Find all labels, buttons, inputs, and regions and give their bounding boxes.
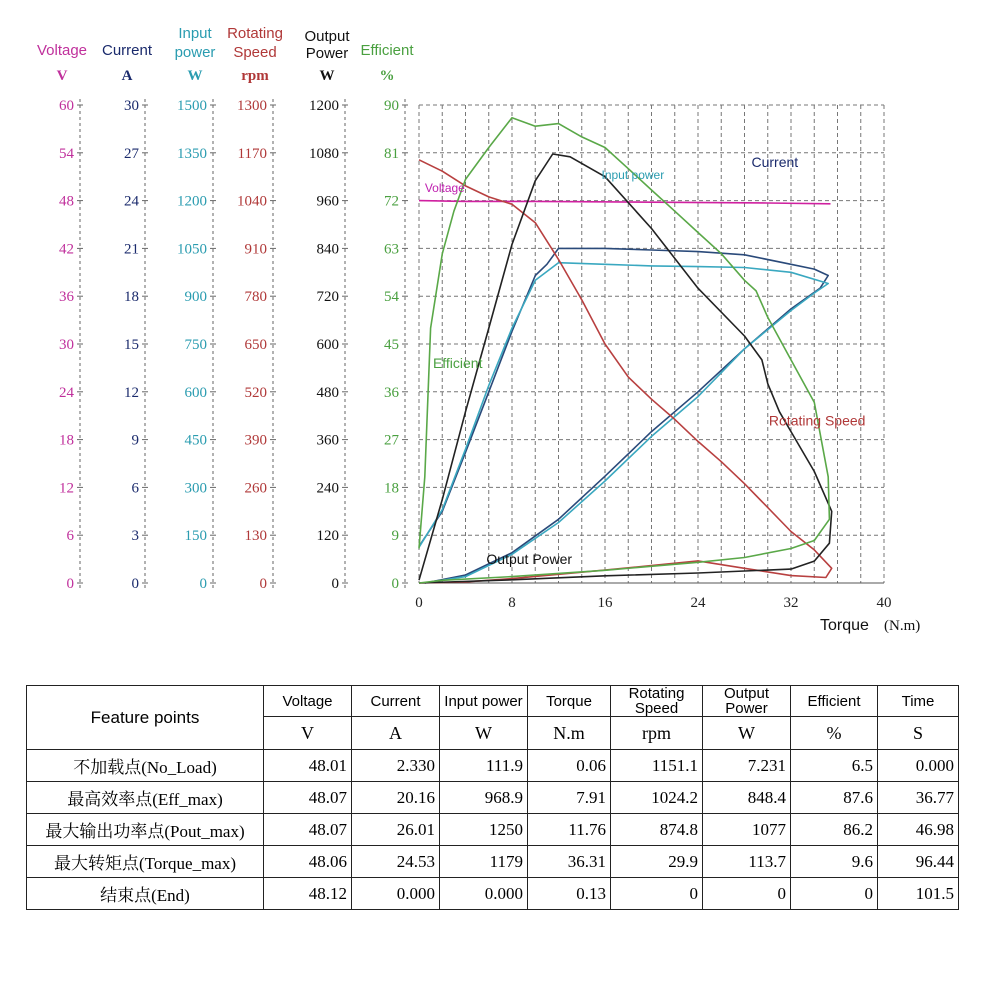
unit-output-power: W xyxy=(703,717,791,750)
cell-current: 26.01 xyxy=(352,814,440,846)
y-tick-label: 3 xyxy=(131,528,139,545)
y-axis-name: Speed xyxy=(233,44,277,61)
y-axis-unit: W xyxy=(319,68,335,84)
y-axis-name: Output xyxy=(304,28,350,45)
cell-output-power: 1077 xyxy=(703,814,791,846)
cell-time: 101.5 xyxy=(878,878,959,910)
y-tick-label: 18 xyxy=(59,432,74,449)
annotation-output-power: Output Power xyxy=(486,550,573,567)
cell-torque: 0.06 xyxy=(528,750,611,782)
table-title: Feature points xyxy=(27,686,264,750)
unit-time: S xyxy=(878,717,959,750)
header-current: Current xyxy=(352,686,440,717)
y-tick-label: 300 xyxy=(184,480,207,497)
cell-torque: 7.91 xyxy=(528,782,611,814)
y-axis-name: Input xyxy=(178,25,212,42)
header-rotating-speed: Rotating Speed xyxy=(611,686,703,717)
y-tick-label: 18 xyxy=(124,289,139,306)
series-line-current xyxy=(419,248,828,583)
cell-time: 96.44 xyxy=(878,846,959,878)
header-torque: Torque xyxy=(528,686,611,717)
y-tick-label: 24 xyxy=(59,384,74,401)
cell-efficient: 87.6 xyxy=(791,782,878,814)
y-tick-label: 24 xyxy=(124,193,139,210)
y-axis-name: Efficient xyxy=(360,42,414,59)
y-tick-label: 600 xyxy=(184,384,207,401)
y-tick-label: 54 xyxy=(384,289,399,306)
y-tick-label: 0 xyxy=(391,576,399,592)
header-input-power: Input power xyxy=(440,686,528,717)
y-tick-label: 1080 xyxy=(309,145,339,162)
unit-rotating-speed: rpm xyxy=(611,717,703,750)
cell-time: 0.000 xyxy=(878,750,959,782)
y-tick-label: 480 xyxy=(316,384,339,401)
y-tick-label: 0 xyxy=(259,576,267,592)
y-axis-name: power xyxy=(174,44,216,61)
y-tick-label: 60 xyxy=(59,98,74,114)
x-tick-label: 32 xyxy=(783,595,799,611)
annotation-voltage: Voltage xyxy=(424,180,465,195)
cell-torque: 36.31 xyxy=(528,846,611,878)
y-axis-name: Rotating xyxy=(227,25,283,42)
header-output-power: Output Power xyxy=(703,686,791,717)
y-tick-label: 240 xyxy=(316,480,339,497)
table-row xyxy=(27,878,959,910)
y-tick-label: 9 xyxy=(131,432,139,449)
y-tick-label: 6 xyxy=(66,528,74,545)
annotation-current: Current xyxy=(751,154,799,171)
cell-voltage: 48.06 xyxy=(264,846,352,878)
row-label: 最大输出功率点(Pout_max) xyxy=(27,814,264,846)
y-tick-label: 36 xyxy=(59,289,74,306)
cell-rotating-speed: 1024.2 xyxy=(611,782,703,814)
y-tick-label: 12 xyxy=(59,480,74,497)
y-tick-label: 120 xyxy=(316,528,339,545)
y-tick-label: 27 xyxy=(124,145,139,162)
y-tick-label: 42 xyxy=(59,241,74,258)
cell-current: 20.16 xyxy=(352,782,440,814)
y-tick-label: 1300 xyxy=(237,98,267,114)
unit-torque: N.m xyxy=(528,717,611,750)
cell-efficient: 6.5 xyxy=(791,750,878,782)
y-tick-label: 63 xyxy=(384,241,399,258)
y-axis-name: Power xyxy=(305,45,349,62)
cell-efficient: 86.2 xyxy=(791,814,878,846)
cell-voltage: 48.01 xyxy=(264,750,352,782)
cell-input-power: 0.000 xyxy=(440,878,528,910)
y-axis-unit: % xyxy=(379,68,395,84)
y-tick-label: 72 xyxy=(384,193,399,210)
cell-voltage: 48.12 xyxy=(264,878,352,910)
cell-current: 24.53 xyxy=(352,846,440,878)
x-tick-label: 8 xyxy=(508,595,516,611)
y-tick-label: 0 xyxy=(66,576,74,592)
y-tick-label: 1170 xyxy=(237,145,267,162)
cell-input-power: 1179 xyxy=(440,846,528,878)
y-axis-unit: W xyxy=(187,68,203,84)
table-row xyxy=(27,846,959,878)
row-label: 最大转矩点(Torque_max) xyxy=(27,846,264,878)
cell-rotating-speed: 29.9 xyxy=(611,846,703,878)
cell-current: 2.330 xyxy=(352,750,440,782)
y-tick-label: 600 xyxy=(316,337,339,353)
series-line-rotating-speed xyxy=(419,160,832,583)
y-tick-label: 0 xyxy=(331,576,339,592)
x-tick-label: 0 xyxy=(415,595,423,611)
unit-voltage: V xyxy=(264,717,352,750)
x-axis-label: Torque xyxy=(820,617,869,634)
unit-current: A xyxy=(352,717,440,750)
y-tick-label: 750 xyxy=(184,337,207,353)
y-tick-label: 1350 xyxy=(177,145,207,162)
y-tick-label: 6 xyxy=(131,480,139,497)
y-tick-label: 30 xyxy=(59,337,74,353)
y-tick-label: 650 xyxy=(244,337,267,353)
cell-input-power: 968.9 xyxy=(440,782,528,814)
cell-output-power: 7.231 xyxy=(703,750,791,782)
cell-input-power: 1250 xyxy=(440,814,528,846)
cell-efficient: 9.6 xyxy=(791,846,878,878)
cell-input-power: 111.9 xyxy=(440,750,528,782)
y-axis-name: Current xyxy=(101,42,153,59)
feature-points-table xyxy=(26,685,959,910)
annotation-input-power: Input power xyxy=(601,168,665,183)
y-tick-label: 9 xyxy=(391,528,399,545)
row-label: 结束点(End) xyxy=(27,878,264,910)
y-tick-label: 780 xyxy=(244,289,267,306)
row-label: 不加载点(No_Load) xyxy=(27,750,264,782)
cell-rotating-speed: 1151.1 xyxy=(611,750,703,782)
y-tick-label: 900 xyxy=(184,289,207,306)
y-axis-name: Voltage xyxy=(36,42,88,59)
x-axis-unit: (N.m) xyxy=(884,618,921,634)
y-tick-label: 18 xyxy=(384,480,399,497)
y-tick-label: 1050 xyxy=(177,241,207,258)
annotation-rotating-speed: Rotating Speed xyxy=(768,412,866,429)
y-tick-label: 390 xyxy=(244,432,267,449)
y-tick-label: 450 xyxy=(184,432,207,449)
header-voltage: Voltage xyxy=(264,686,352,717)
x-tick-label: 24 xyxy=(690,595,706,611)
y-tick-label: 360 xyxy=(316,432,339,449)
y-tick-label: 520 xyxy=(244,384,267,401)
cell-torque: 11.76 xyxy=(528,814,611,846)
y-tick-label: 27 xyxy=(384,432,399,449)
y-tick-label: 0 xyxy=(199,576,207,592)
cell-rotating-speed: 0 xyxy=(611,878,703,910)
y-axis-unit: A xyxy=(121,68,133,84)
y-tick-label: 30 xyxy=(124,98,139,114)
x-tick-label: 40 xyxy=(876,595,892,611)
y-tick-label: 21 xyxy=(124,241,139,258)
table-row xyxy=(27,814,959,846)
unit-efficient: % xyxy=(791,717,878,750)
y-tick-label: 54 xyxy=(59,145,74,162)
cell-output-power: 848.4 xyxy=(703,782,791,814)
y-tick-label: 260 xyxy=(244,480,267,497)
feature-points-rows xyxy=(27,750,959,910)
cell-efficient: 0 xyxy=(791,878,878,910)
annotation-efficient: Efficient xyxy=(432,354,483,371)
y-tick-label: 90 xyxy=(384,98,399,114)
cell-voltage: 48.07 xyxy=(264,814,352,846)
x-tick-label: 16 xyxy=(597,595,613,611)
y-tick-label: 1500 xyxy=(177,98,207,114)
cell-output-power: 113.7 xyxy=(703,846,791,878)
y-tick-label: 45 xyxy=(384,337,399,353)
y-tick-label: 840 xyxy=(316,241,339,258)
y-tick-label: 15 xyxy=(124,337,139,353)
y-tick-label: 130 xyxy=(244,528,267,545)
cell-voltage: 48.07 xyxy=(264,782,352,814)
table-row xyxy=(27,782,959,814)
table-row xyxy=(27,750,959,782)
y-tick-label: 910 xyxy=(244,241,267,258)
y-tick-label: 150 xyxy=(184,528,207,545)
y-tick-label: 12 xyxy=(124,384,139,401)
y-tick-label: 36 xyxy=(384,384,399,401)
y-tick-label: 720 xyxy=(316,289,339,306)
unit-input-power: W xyxy=(440,717,528,750)
y-axis-unit: rpm xyxy=(241,68,269,84)
header-time: Time xyxy=(878,686,959,717)
y-tick-label: 81 xyxy=(384,145,399,162)
y-axis-unit: V xyxy=(56,68,68,84)
y-tick-label: 48 xyxy=(59,193,74,210)
cell-time: 36.77 xyxy=(878,782,959,814)
y-tick-label: 1200 xyxy=(177,193,207,210)
y-tick-label: 1200 xyxy=(309,98,339,114)
cell-rotating-speed: 874.8 xyxy=(611,814,703,846)
row-label: 最高效率点(Eff_max) xyxy=(27,782,264,814)
cell-time: 46.98 xyxy=(878,814,959,846)
cell-current: 0.000 xyxy=(352,878,440,910)
y-tick-label: 960 xyxy=(316,193,339,210)
header-efficient: Efficient xyxy=(791,686,878,717)
y-tick-label: 0 xyxy=(131,576,139,592)
y-tick-label: 1040 xyxy=(237,193,267,210)
cell-torque: 0.13 xyxy=(528,878,611,910)
cell-output-power: 0 xyxy=(703,878,791,910)
